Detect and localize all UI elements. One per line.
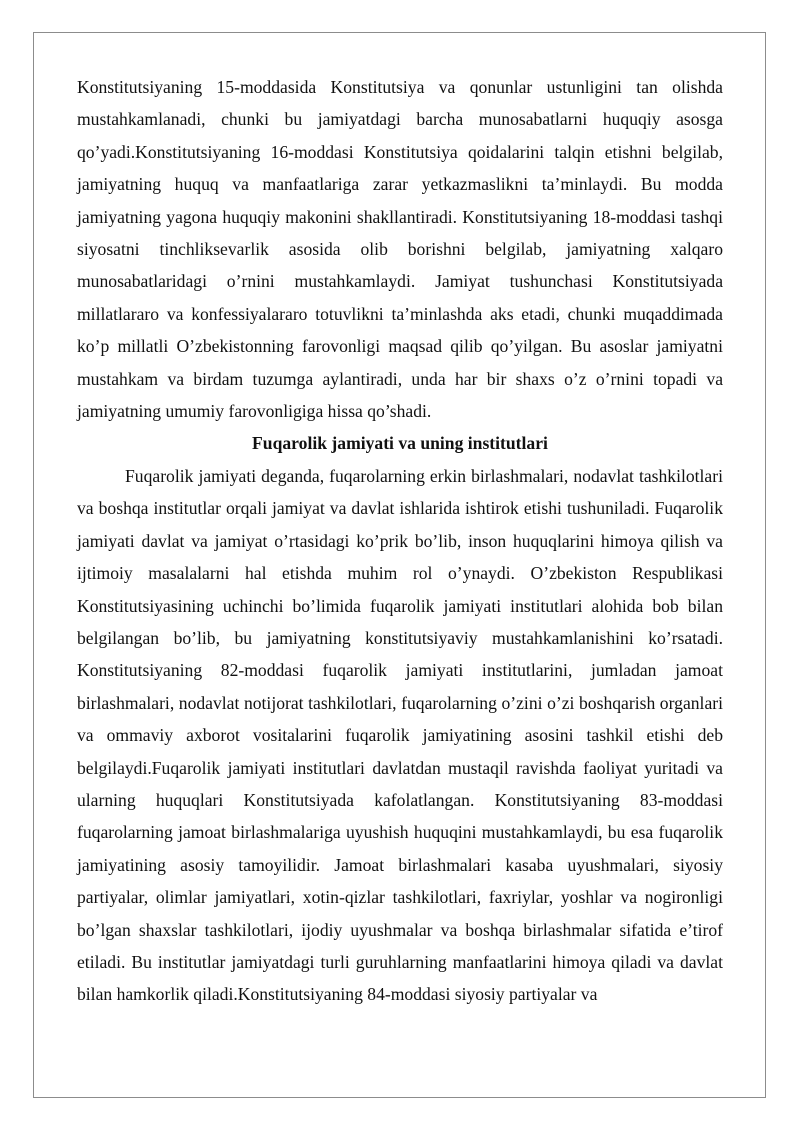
body-paragraph: Konstitutsiyaning 15-moddasida Konstitutsiya va qonunlar ustunligini tan olishda mustahkamlanadi, chunki bu jamiyatdagi barcha munosabatlarni huquqiy asosga qo’yadi.Konstitutsiyaning 16-moddasi Konstitutsiya qoidalarini talqin etishni belgilab, jamiyatning huquq va manfaatlariga zarar yetkazmaslikni ta’minlaydi. Bu modda jamiyatning yagona huquqiy makonini shakllantiradi. Konstitutsiyaning 18-moddasi tashqi siyosatni tinchliksevarlik asosida olib borishni belgilab, jamiyatning xalqaro munosabatlaridagi o’rnini mustahkamlaydi. Jamiyat tushunchasi Konstitutsiyada millatlararo va konfessiyalararo totuvlikni ta’minlashda aks etadi, chunki muqaddimada ko’p millatli O’zbekistonning farovonligi maqsad qilib qo’yilgan. Bu asoslar jamiyatni mustahkam va birdam tuzumga aylantiradi, unda har bir shaxs o’z o’rnini topadi va jamiyatning umumiy farovonligiga hissa qo’shadi. bbox=[77, 77, 723, 422]
body-paragraph: Fuqarolik jamiyati deganda, fuqarolarning erkin birlashmalari, nodavlat tashkilotlari va boshqa institutlar orqali jamiyat va davlat ishlarida ishtirok etishi tushuniladi. Fuqarolik jamiyati davlat va jamiyat o’rtasidagi ko’prik bo’lib, inson huquqlarini himoya qilish va ijtimoiy masalalarni hal etishda muhim rol o’ynaydi. O’zbekiston Respublikasi Konstitutsiyasining uchinchi bo’limida fuqarolik jamiyati institutlari alohida bob bilan belgilangan bo’lib, bu jamiyatning konstitutsiyaviy mustahkamlanishini ko’rsatadi. Konstitutsiyaning 82-moddasi fuqarolik jamiyati institutlarini, jumladan jamoat birlashmalari, nodavlat notijorat tashkilotlari, fuqarolarning o’zini o’zi boshqarish organlari va ommaviy axborot vositalarini fuqarolik jamiyatining asosini tashkil etishi deb belgilaydi.Fuqarolik jamiyati institutlari davlatdan mustaqil ravishda faoliyat yuritadi va ularning huquqlari Konstitutsiyada kafolatlangan. Konstitutsiyaning 83-moddasi fuqarolarning jamoat birlashmalariga uyushish huquqini mustahkamlaydi, bu esa fuqarolik jamiyatining asosiy tamoyilidir. Jamoat birlashmalari kasaba uyushmalari, siyosiy partiyalar, olimlar jamiyatlari, xotin-qizlar tashkilotlari, faxriylar, yoshlar va nogironligi bo’lgan shaxslar tashkilotlari, ijodiy uyushmalar va boshqa birlashmalar sifatida e’tirof etiladi. Bu institutlar jamiyatdagi turli guruhlarning manfaatlarini himoya qiladi va davlat bilan hamkorlik qiladi.Konstitutsiyaning 84-moddasi siyosiy partiyalar va bbox=[77, 465, 723, 1005]
section-heading: Fuqarolik jamiyati va uning institutlari bbox=[252, 433, 548, 454]
document-body bbox=[77, 71, 723, 1011]
